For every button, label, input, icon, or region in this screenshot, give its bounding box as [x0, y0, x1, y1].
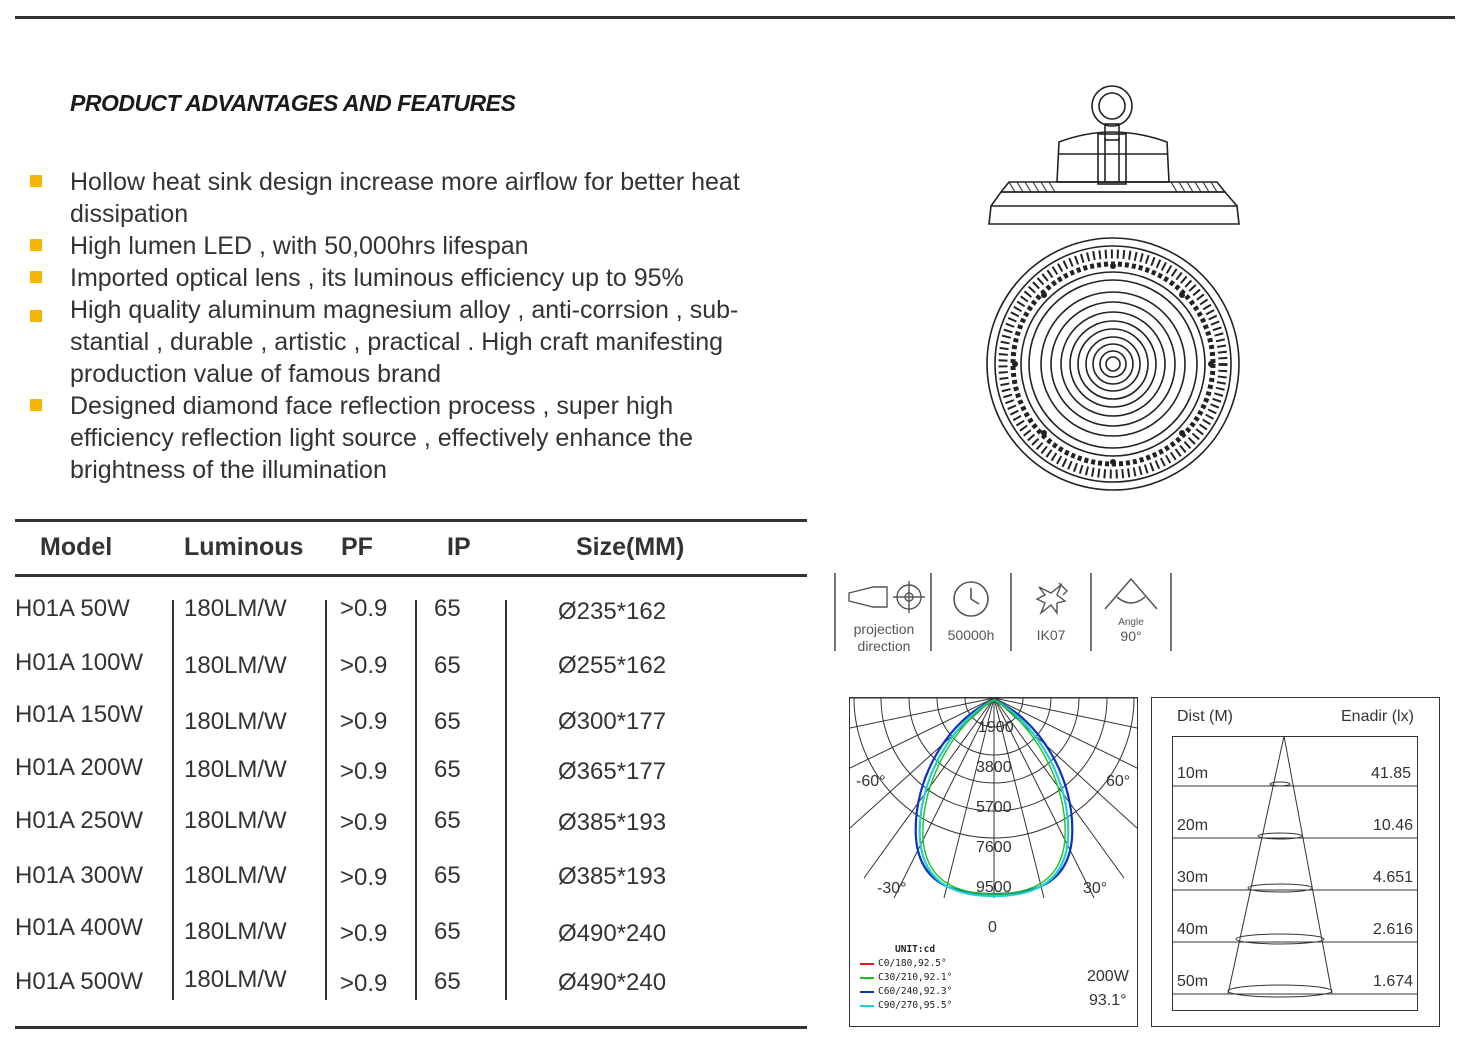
impact-spec: IK07	[1012, 573, 1090, 651]
table-bottom-rule	[15, 1026, 807, 1029]
polar-angle-label: 60°	[1106, 773, 1131, 790]
lux-value: 1.674	[1373, 973, 1414, 990]
top-rule	[15, 16, 1455, 19]
icon-divider	[1170, 573, 1172, 651]
cell-pf: >0.9	[340, 595, 388, 622]
bullet-square-icon	[30, 175, 42, 187]
dist-value: 10m	[1177, 765, 1209, 782]
feature-list	[30, 166, 820, 486]
cell-pf: >0.9	[340, 970, 388, 997]
polar-angle-label: 30°	[1083, 880, 1108, 897]
legend-swatch	[860, 991, 874, 993]
polar-ring-label: 3800	[976, 759, 1012, 776]
polar-power-label: 200W	[1087, 968, 1129, 985]
polar-ring-label: 9500	[976, 879, 1012, 896]
cell-model: H01A 250W	[15, 807, 144, 834]
cell-size: Ø490*240	[558, 969, 667, 996]
cell-model: H01A 150W	[15, 701, 144, 728]
lux-value: 10.46	[1373, 817, 1414, 834]
legend-item: C0/180,92.5°	[860, 957, 952, 971]
legend-item: C90/270,95.5°	[860, 999, 952, 1013]
cell-model: H01A 50W	[15, 595, 130, 622]
polar-beam-label: 93.1°	[1089, 992, 1127, 1009]
cell-model: H01A 500W	[15, 968, 144, 995]
cell-ip: 65	[434, 862, 461, 889]
cell-size: Ø385*193	[558, 863, 667, 890]
cell-pf: >0.9	[340, 708, 388, 735]
header-size: Size(MM)	[576, 533, 685, 561]
impact-burst-icon	[1021, 573, 1081, 623]
bullet-square-icon	[30, 399, 42, 411]
table-header-rule	[15, 574, 807, 577]
legend-swatch	[860, 963, 874, 965]
cell-pf: >0.9	[340, 758, 388, 785]
legend-swatch	[860, 977, 874, 979]
lifespan-spec: 50000h	[932, 573, 1010, 651]
cell-model: H01A 200W	[15, 754, 144, 781]
polar-ring-label: 1900	[978, 719, 1014, 736]
lux-value: 2.616	[1373, 921, 1414, 938]
legend-item: C60/240,92.3°	[860, 985, 952, 999]
lux-value: 4.651	[1373, 869, 1414, 886]
dist-value: 20m	[1177, 817, 1209, 834]
polar-ring-label: 7600	[976, 839, 1012, 856]
icon-divider	[834, 573, 836, 651]
legend-swatch	[860, 1005, 874, 1007]
polar-zero-label: 0	[988, 919, 997, 936]
column-divider	[415, 600, 417, 1000]
table-top-rule	[15, 519, 807, 522]
column-divider	[172, 600, 174, 1000]
dist-value: 30m	[1177, 869, 1209, 886]
lux-header: Enadir (lx)	[1341, 708, 1414, 725]
feature-item: High quality aluminum magnesium alloy , anti-corrsion , sub- stantial , durable , artistic , practical . High craft manifesting production value of famous brand	[30, 294, 820, 390]
cell-ip: 65	[434, 807, 461, 834]
cell-size: Ø365*177	[558, 758, 667, 785]
beam-angle-icon	[1099, 573, 1163, 613]
bullet-square-icon	[30, 271, 42, 283]
column-divider	[325, 600, 327, 1000]
bullet-square-icon	[30, 239, 42, 251]
cell-ip: 65	[434, 708, 461, 735]
dist-header: Dist (M)	[1177, 708, 1233, 725]
polar-ring-label: 5700	[976, 799, 1012, 816]
cell-ip: 65	[434, 595, 461, 622]
cell-model: H01A 400W	[15, 914, 144, 941]
polar-legend: UNIT:cd C0/180,92.5° C30/210,92.1° C60/240,92.3° C90/270,95.5°	[860, 943, 952, 1013]
cell-luminous: 180LM/W	[184, 918, 287, 945]
dist-value: 40m	[1177, 921, 1209, 938]
cell-size: Ø235*162	[558, 598, 667, 625]
beam-angle-spec: Angle 90°	[1092, 573, 1170, 651]
header-model: Model	[40, 533, 113, 561]
projection-direction-icon	[839, 573, 929, 617]
bullet-square-icon	[30, 310, 42, 322]
polar-angle-label: -60°	[856, 773, 886, 790]
cell-luminous: 180LM/W	[184, 595, 287, 622]
header-pf: PF	[341, 533, 373, 561]
cell-size: Ø385*193	[558, 809, 667, 836]
cell-pf: >0.9	[340, 652, 388, 679]
projection-direction-spec: projection direction	[838, 573, 930, 651]
feature-item: High lumen LED , with 50,000hrs lifespan	[30, 230, 820, 262]
highbay-light-illustration	[985, 82, 1245, 492]
spec-icons-strip	[834, 573, 1174, 653]
cell-luminous: 180LM/W	[184, 652, 287, 679]
feature-item: Designed diamond face reflection process , super high efficiency reflection light source , effectively enhance the brightness of the illumination	[30, 390, 820, 486]
cell-ip: 65	[434, 652, 461, 679]
cell-size: Ø255*162	[558, 652, 667, 679]
column-divider	[505, 600, 507, 1000]
cell-pf: >0.9	[340, 809, 388, 836]
cell-model: H01A 300W	[15, 862, 144, 889]
cell-ip: 65	[434, 968, 461, 995]
header-luminous: Luminous	[184, 533, 304, 561]
cell-pf: >0.9	[340, 920, 388, 947]
feature-item: Imported optical lens , its luminous efficiency up to 95%	[30, 262, 820, 294]
cell-luminous: 180LM/W	[184, 966, 287, 993]
feature-item: Hollow heat sink design increase more airflow for better heat dissipation	[30, 166, 820, 230]
cell-luminous: 180LM/W	[184, 807, 287, 834]
cell-ip: 65	[434, 918, 461, 945]
header-ip: IP	[447, 533, 471, 561]
cell-model: H01A 100W	[15, 649, 144, 676]
cell-size: Ø490*240	[558, 920, 667, 947]
polar-angle-label: -30°	[877, 880, 907, 897]
cell-pf: >0.9	[340, 864, 388, 891]
section-heading: PRODUCT ADVANTAGES AND FEATURES	[70, 90, 516, 116]
cell-ip: 65	[434, 756, 461, 783]
cell-luminous: 180LM/W	[184, 862, 287, 889]
lux-value: 41.85	[1371, 765, 1412, 782]
cell-luminous: 180LM/W	[184, 756, 287, 783]
clock-icon	[941, 573, 1001, 623]
cell-size: Ø300*177	[558, 708, 667, 735]
legend-item: C30/210,92.1°	[860, 971, 952, 985]
cell-luminous: 180LM/W	[184, 708, 287, 735]
dist-value: 50m	[1177, 973, 1209, 990]
